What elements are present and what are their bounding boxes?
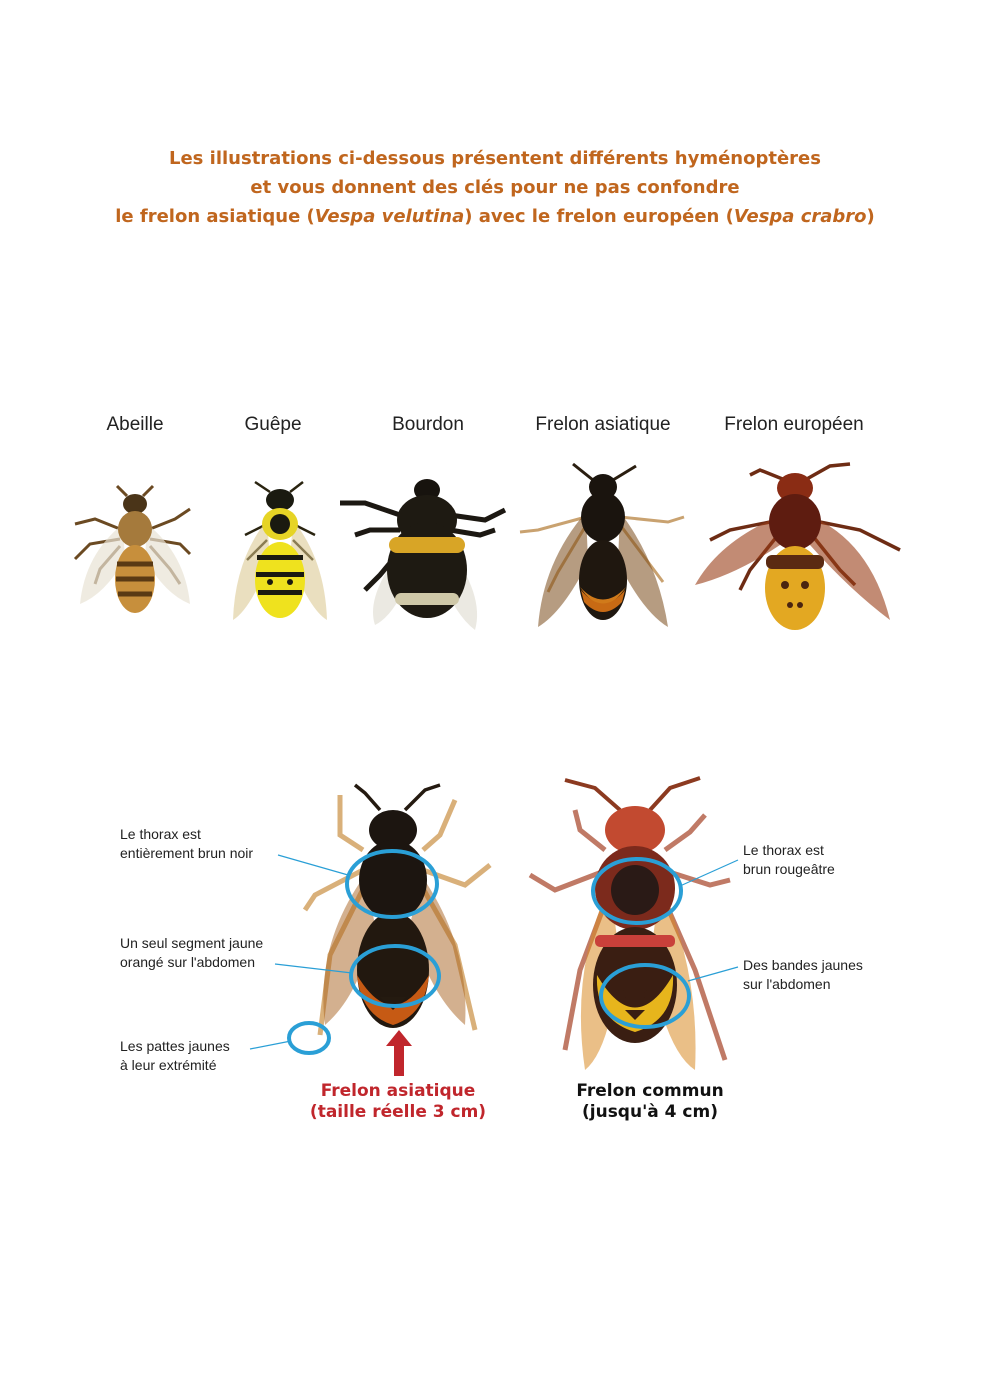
callout-asian-abdomen xyxy=(120,934,263,972)
callout-line: Les pattes jaunes xyxy=(120,1038,230,1054)
caption-frelon-asiatique xyxy=(310,1081,486,1123)
callout-line: à leur extrémité xyxy=(120,1057,217,1073)
leader-line-european-thorax xyxy=(680,860,738,886)
bumblebee-photo xyxy=(335,475,515,635)
intro-line-3-part: ) avec le frelon européen ( xyxy=(464,206,734,227)
european-thorax-circle xyxy=(593,859,681,923)
asian-hornet-photo xyxy=(518,462,688,637)
callout-european-abdomen xyxy=(743,956,863,994)
leader-line-abdomen xyxy=(275,964,352,973)
caption-line: (taille réelle 3 cm) xyxy=(309,1102,487,1122)
vespa-crabro-name: Vespa crabro xyxy=(733,206,867,227)
species-label-guepe: Guêpe xyxy=(244,414,302,435)
callout-line: Le thorax est xyxy=(743,842,824,858)
callout-line: entièrement brun noir xyxy=(120,845,254,861)
callout-asian-legs xyxy=(120,1037,230,1075)
intro-line-1: Les illustrations ci-dessous présentent différents hyménoptères xyxy=(169,148,821,169)
asian-leg-circle xyxy=(289,1023,329,1053)
callout-line: Un seul segment jaune xyxy=(120,935,264,951)
callout-line: Des bandes jaunes xyxy=(743,957,863,973)
species-label-frelon-asiatique: Frelon asiatique xyxy=(535,414,671,435)
leader-line-legs xyxy=(250,1041,291,1049)
asian-thorax-circle xyxy=(347,851,437,917)
callout-line: sur l'abdomen xyxy=(743,976,831,992)
caption-line: Frelon asiatique xyxy=(320,1081,476,1101)
species-label-bourdon: Bourdon xyxy=(392,414,464,435)
caption-frelon-commun xyxy=(576,1081,723,1123)
intro-text xyxy=(0,144,990,231)
callout-asian-thorax xyxy=(120,825,253,863)
callout-line: orangé sur l'abdomen xyxy=(120,954,255,970)
callout-line: Le thorax est xyxy=(120,826,201,842)
leader-line-thorax xyxy=(278,855,348,875)
vespa-velutina-name: Vespa velutina xyxy=(314,206,465,227)
arrow-up-icon xyxy=(386,1030,412,1076)
asian-abdomen-circle xyxy=(351,946,439,1006)
species-label-frelon-europeen: Frelon européen xyxy=(724,414,864,435)
european-hornet-photo xyxy=(690,460,905,635)
species-label-abeille: Abeille xyxy=(106,414,164,435)
wasp-photo xyxy=(225,480,335,625)
intro-line-2: et vous donnent des clés pour ne pas confondre xyxy=(250,177,740,198)
intro-line-3-part: ) xyxy=(866,206,875,227)
caption-line: (jusqu'à 4 cm) xyxy=(581,1102,718,1122)
caption-line: Frelon commun xyxy=(576,1081,724,1101)
european-abdomen-circle xyxy=(601,965,689,1027)
intro-line-3 xyxy=(0,202,990,231)
intro-line-3-part: le frelon asiatique ( xyxy=(115,206,315,227)
bee-photo xyxy=(65,484,205,624)
leader-line-european-abdomen xyxy=(688,967,738,981)
callout-line: brun rougeâtre xyxy=(743,861,835,877)
callout-european-thorax xyxy=(743,841,835,879)
